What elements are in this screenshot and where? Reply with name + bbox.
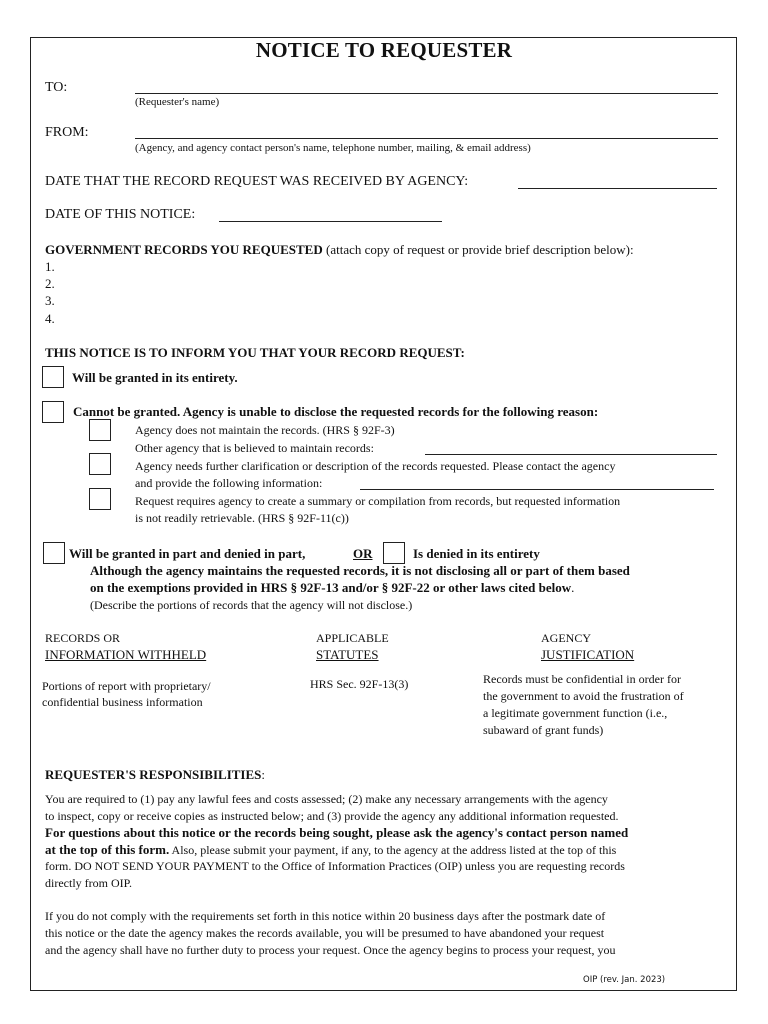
from-hint: (Agency, and agency contact person's name, telephone number, mailing, & email address) [135,142,531,154]
from-field[interactable] [135,138,718,139]
justification-line4: subaward of grant funds) [483,723,604,737]
resp-p1-line4 [45,842,616,858]
resp-p1-line4-rest: Also, please submit your payment, if any, to the agency at the address listed at the top of this [169,843,617,857]
cannot-be-granted-checkbox[interactable] [42,401,64,423]
resp-p2-line3: and the agency shall have no further duty to process your request. Once the agency begins to process your request, you [45,943,616,957]
records-requested-title: GOVERNMENT RECORDS YOU REQUESTED [45,242,323,257]
describe-note: (Describe the portions of records that the agency will not disclose.) [90,598,413,612]
withheld-records-line1: Portions of report with proprietary/ [42,679,211,693]
granted-entirety-checkbox[interactable] [42,366,64,388]
to-hint: (Requester's name) [135,96,220,108]
resp-p1-line2: to inspect, copy or receive copies as instructed below; and (3) provide the agency any additional information requested. [45,809,619,823]
col-records-heading-1: RECORDS OR [45,631,121,645]
date-notice-label: DATE OF THIS NOTICE: [45,207,196,222]
denied-entirety-checkbox[interactable] [383,542,405,564]
form-revision: OIP (rev. Jan. 2023) [583,975,666,985]
withheld-records-line2: confidential business information [42,695,203,709]
exemption-period: . [571,580,575,595]
date-received-label: DATE THAT THE RECORD REQUEST WAS RECEIVED BY AGENCY: [45,174,469,189]
responsibilities-title: REQUESTER'S RESPONSIBILITIES [45,767,262,782]
reason-clarification-checkbox[interactable] [89,453,111,475]
granted-entirety-label: Will be granted in its entirety. [72,370,238,385]
requested-item-3: 3. [45,293,55,308]
clarification-field[interactable] [360,489,714,490]
col-statutes-heading-2: STATUTES [316,647,379,662]
notice-heading: THIS NOTICE IS TO INFORM YOU THAT YOUR RECORD REQUEST: [45,345,465,360]
records-requested-heading [45,242,634,258]
exemption-text-line1: Although the agency maintains the requested records, it is not disclosing all or part of them based [90,563,630,578]
page-title: NOTICE TO REQUESTER [255,38,513,62]
justification-line2: the government to avoid the frustration of [483,689,684,703]
date-notice-field[interactable] [219,221,442,222]
reason-clarification-line2: and provide the following information: [135,476,323,490]
granted-in-part-checkbox[interactable] [43,542,65,564]
reason-compilation-line2: is not readily retrievable. (HRS § 92F-11(c)) [135,511,349,525]
responsibilities-colon: : [261,767,266,782]
reason-not-maintained-label: Agency does not maintain the records. (HRS § 92F-3) [135,423,395,437]
resp-p1-line5: form. DO NOT SEND YOUR PAYMENT to the Office of Information Practices (OIP) unless you are requesting records [45,859,625,873]
requested-item-2: 2. [45,276,55,291]
reason-compilation-line1: Request requires agency to create a summary or compilation from records, but requested information [135,494,621,508]
date-received-field[interactable] [518,188,717,189]
col-justification-heading-1: AGENCY [541,631,591,645]
from-label: FROM: [45,125,89,140]
to-field[interactable] [135,93,718,94]
granted-in-part-label: Will be granted in part and denied in part, [69,546,306,561]
requested-item-1: 1. [45,259,55,274]
denied-entirety-label: Is denied in its entirety [413,546,540,561]
reason-not-maintained-checkbox[interactable] [89,419,111,441]
col-records-heading-2: INFORMATION WITHHELD [45,647,207,662]
justification-line1: Records must be confidential in order for [483,672,681,686]
exemption-text-line2 [90,580,574,596]
reason-compilation-checkbox[interactable] [89,488,111,510]
exemption-text-line2-bold: on the exemptions provided in HRS § 92F-13 and/or § 92F-22 or other laws cited below [90,580,572,595]
or-label: OR [353,546,373,561]
withheld-statute: HRS Sec. 92F-13(3) [310,677,409,691]
requested-item-4: 4. [45,311,55,326]
resp-p1-line6: directly from OIP. [45,876,132,890]
resp-p2-line2: this notice or the date the agency makes the records available, you will be presumed to have abandoned your request [45,926,605,940]
records-requested-note: (attach copy of request or provide brief description below): [322,242,634,257]
cannot-be-granted-label: Cannot be granted. Agency is unable to disclose the requested records for the following reason: [73,404,599,419]
resp-p1-line1: You are required to (1) pay any lawful fees and costs assessed; (2) make any necessary arrangements with the agency [45,792,608,806]
reason-other-agency-label: Other agency that is believed to maintain records: [135,441,374,455]
col-statutes-heading-1: APPLICABLE [316,631,389,645]
justification-line3: a legitimate government function (i.e., [483,706,668,720]
col-justification-heading-2: JUSTIFICATION [541,647,635,662]
to-label: TO: [45,80,68,95]
resp-p2-line1: If you do not comply with the requirements set forth in this notice within 20 business days after the postmark date of [45,909,606,923]
resp-p1-line4-bold: at the top of this form. [45,842,170,857]
reason-clarification-line1: Agency needs further clarification or description of the records requested. Please contact the agency [135,459,616,473]
responsibilities-heading [45,767,265,783]
other-agency-field[interactable] [425,454,717,455]
resp-p1-line3: For questions about this notice or the records being sought, please ask the agency's contact person named [45,825,629,840]
